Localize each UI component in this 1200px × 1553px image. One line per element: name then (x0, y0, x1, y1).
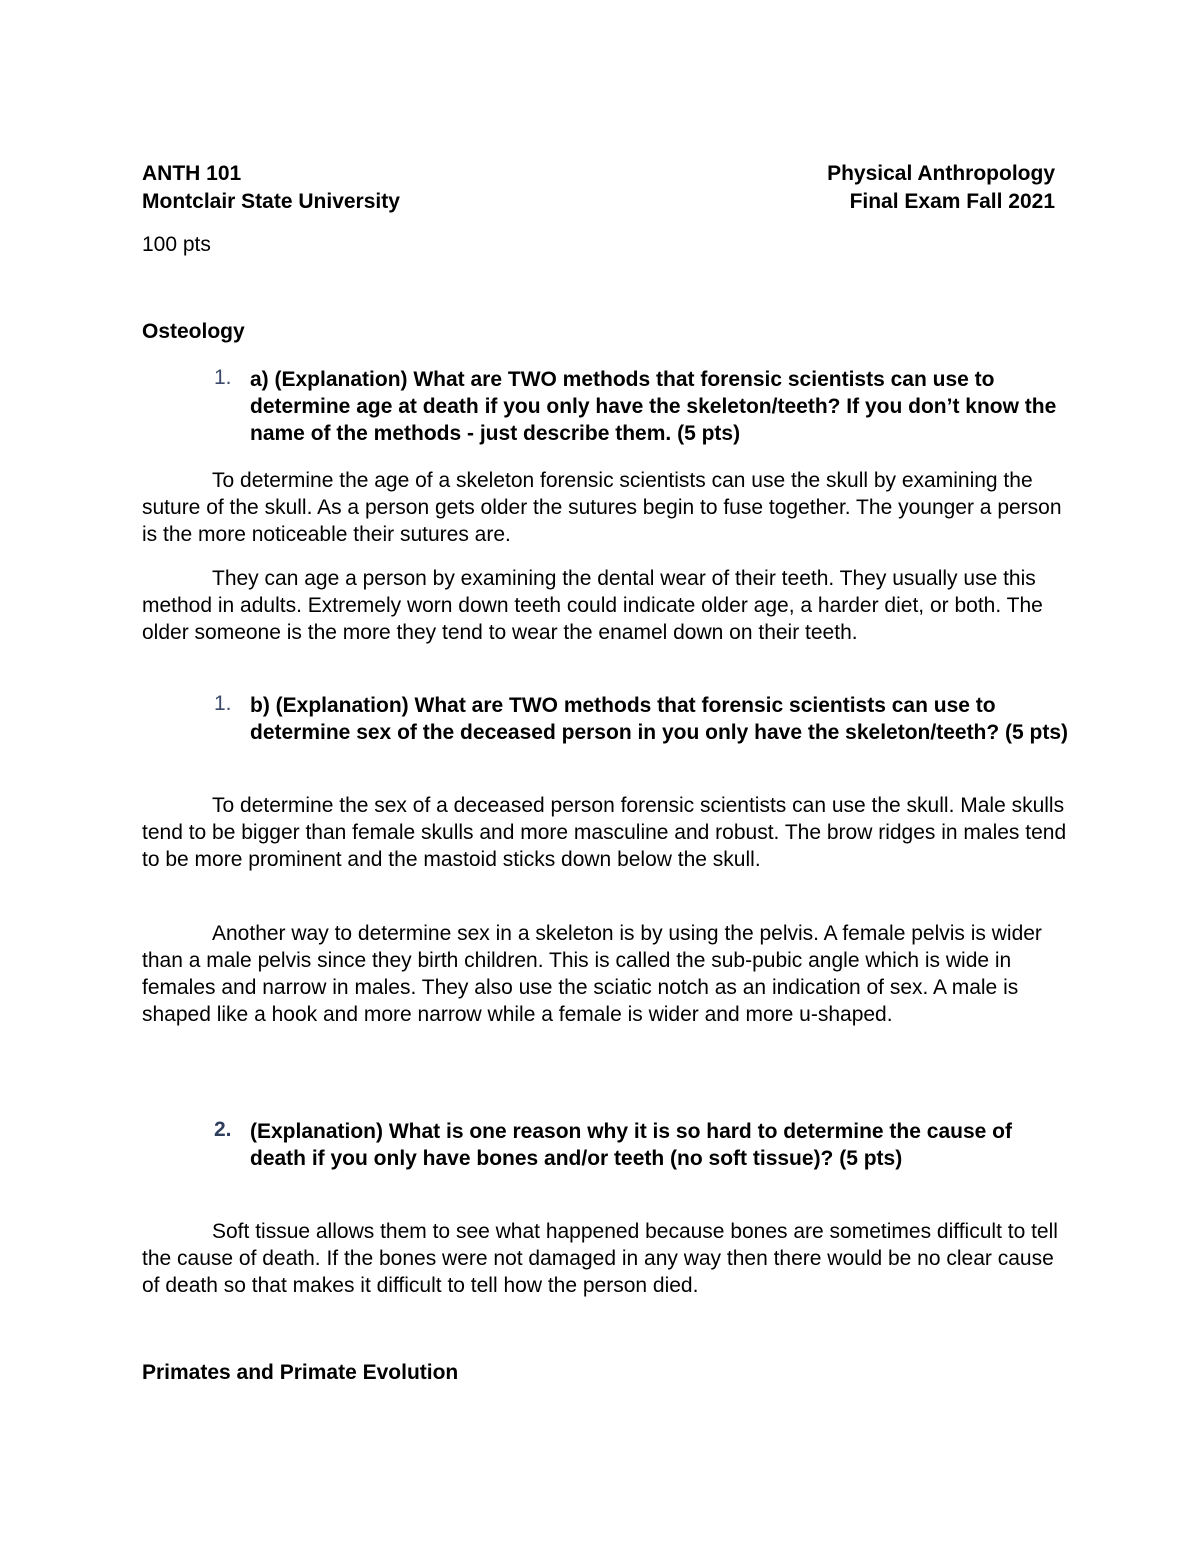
question-2-text: (Explanation) What is one reason why it is so hard to determine the cause of death if you only have bones and/or teeth (no soft tissue)? (5 pts) (250, 1120, 1012, 1170)
question-1b-text: b) (Explanation) What are TWO methods that forensic scientists can use to determine sex of the deceased person in you only have the skeleton/teeth? (5 pts) (250, 694, 1069, 744)
answer-2-paragraph-1: Soft tissue allows them to see what happened because bones are sometimes difficult to tell the cause of death. If the bones were not damaged in any way then there would be no clear cause of death so that makes it difficult to tell how the person died. (142, 1220, 1058, 1297)
header-right (827, 160, 1055, 216)
exam-title: Final Exam Fall 2021 (849, 190, 1055, 213)
question-1a-text: a) (Explanation) What are TWO methods that forensic scientists can use to determine age at death if you only have the skeleton/teeth? If you don’t know the name of the methods - just describe them. (5 pts) (250, 368, 1057, 445)
section-title-primates: Primates and Primate Evolution (142, 1361, 459, 1384)
course-name: Physical Anthropology (827, 162, 1055, 185)
section-title-osteology: Osteology (142, 320, 245, 343)
answer-1b-paragraph-1: To determine the sex of a deceased person forensic scientists can use the skull. Male skulls tend to be bigger than female skulls and more masculine and robust. The brow ridges in males tend to be more prominent and the mastoid sticks down below the skull. (142, 794, 1067, 871)
question-number: 1. (214, 366, 232, 389)
total-points: 100 pts (142, 233, 211, 256)
answer-1b-paragraph-2: Another way to determine sex in a skeleton is by using the pelvis. A female pelvis is wider than a male pelvis since they birth children. This is called the sub-pubic angle which is wide in females and narrow in males. They also use the sciatic notch as an indication of sex. A male is shaped like a hook and more narrow while a female is wider and more u-shaped. (142, 922, 1042, 1026)
question-number: 1. (214, 692, 232, 715)
answer-1a-paragraph-1: To determine the age of a skeleton forensic scientists can use the skull by examining the suture of the skull. As a person gets older the sutures begin to fuse together. The younger a person is the more noticeable their sutures are. (142, 469, 1062, 546)
header-left (142, 160, 400, 216)
institution: Montclair State University (142, 190, 400, 213)
question-number: 2. (214, 1118, 232, 1141)
course-code: ANTH 101 (142, 162, 242, 185)
answer-1a-paragraph-2: They can age a person by examining the dental wear of their teeth. They usually use this method in adults. Extremely worn down teeth could indicate older age, a harder diet, or both. The older someone is the more they tend to wear the enamel down on their teeth. (142, 567, 1043, 644)
